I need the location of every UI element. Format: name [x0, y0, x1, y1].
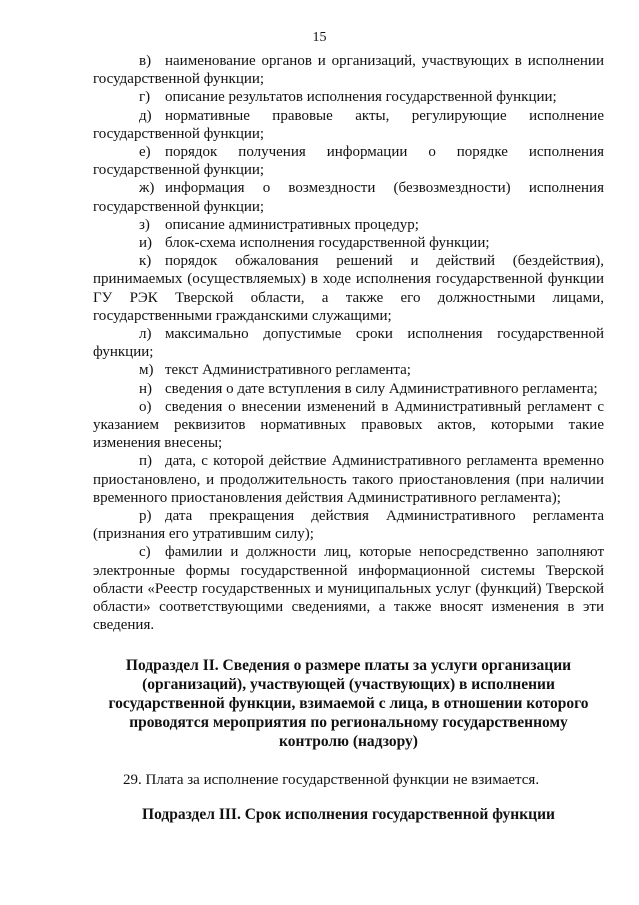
list-item-text: порядок обжалования решений и действий (бездействия), принимаемых (осуществляемых) в ходе исполнения государственной функции ГУ РЭК Тверской области, а также его должностными лицами, государственными гражданскими служащими;	[93, 253, 604, 324]
list-item-text: сведения о внесении изменений в Административный регламент с указанием реквизитов нормативных правовых актов, которыми такие изменения внесены;	[93, 398, 604, 452]
list-item-text: максимально допустимые сроки исполнения государственной функции;	[93, 326, 604, 361]
list-item-marker: л)	[139, 326, 152, 343]
list-item-marker: з)	[139, 216, 150, 233]
list-item	[93, 325, 604, 361]
list-item	[93, 380, 604, 398]
list-item-marker: р)	[139, 508, 152, 525]
list-item-text: текст Административного регламента;	[165, 362, 411, 379]
list-item	[93, 52, 604, 88]
page-number: 15	[312, 30, 327, 45]
list-item-text: фамилии и должности лиц, которые непосредственно заполняют электронные формы государственной информационной системы Тверской области «Реестр государственных и муниципальных услуг (функций) Тверской области» соответствующими сведениями, а также вносят изменения в эти сведения.	[93, 544, 604, 634]
list-item-text: наименование органов и организаций, участвующих в исполнении государственной функции;	[93, 53, 604, 88]
list-item-marker: п)	[139, 453, 153, 470]
list-item-marker: ж)	[139, 180, 155, 197]
list-item-marker: о)	[139, 398, 152, 415]
list-item	[93, 143, 604, 179]
list-item	[93, 216, 604, 234]
list-item-text: описание результатов исполнения государственной функции;	[165, 89, 557, 106]
paragraph-29: 29. Плата за исполнение государственной функции не взимается.	[123, 771, 540, 788]
list-item	[93, 543, 604, 634]
list-item-marker: н)	[139, 380, 153, 397]
list-item-marker: и)	[139, 235, 153, 252]
list-item-text: дата прекращения действия Административного регламента (признания его утратившим силу);	[93, 508, 604, 543]
list-item-marker: с)	[139, 544, 151, 561]
list-item-marker: в)	[139, 53, 152, 69]
list-item	[93, 88, 604, 106]
list-item	[93, 179, 604, 215]
list-item-text: информация о возмездности (безвозмездности) исполнения государственной функции;	[93, 180, 604, 215]
list-item	[93, 234, 604, 252]
list-item-marker: м)	[139, 362, 154, 379]
list-item-marker: к)	[139, 253, 152, 270]
list-item-text: описание административных процедур;	[165, 216, 419, 233]
page-content	[93, 52, 604, 824]
list-item	[93, 252, 604, 325]
subsection-3-heading: Подраздел III. Срок исполнения государственной функции	[142, 805, 555, 823]
list-item-marker: е)	[139, 144, 151, 161]
subsection-2-heading: Подраздел II. Сведения о размере платы за услуги организации (организаций), участвующей (участвующих) в исполнении государственной функции, взимаемой с лица, в отношении которого проводятся мероприятия по региональному государственному контролю (надзору)	[108, 656, 589, 750]
enumerated-list	[93, 52, 604, 635]
list-item	[93, 107, 604, 143]
list-item-text: нормативные правовые акты, регулирующие исполнение государственной функции;	[93, 107, 604, 142]
list-item-text: блок-схема исполнения государственной функции;	[165, 235, 490, 252]
list-item-marker: г)	[139, 89, 151, 106]
list-item	[93, 398, 604, 453]
list-item-text: порядок получения информации о порядке исполнения государственной функции;	[93, 144, 604, 179]
list-item-text: сведения о дате вступления в силу Административного регламента;	[165, 380, 598, 397]
list-item-text: дата, с которой действие Административного регламента временно приостановлено, и продолжительность такого приостановления (при наличии временного приостановления действия Административного регламента);	[93, 453, 604, 506]
list-item-marker: д)	[139, 107, 152, 124]
list-item	[93, 361, 604, 379]
list-item	[93, 507, 604, 543]
list-item	[93, 452, 604, 507]
